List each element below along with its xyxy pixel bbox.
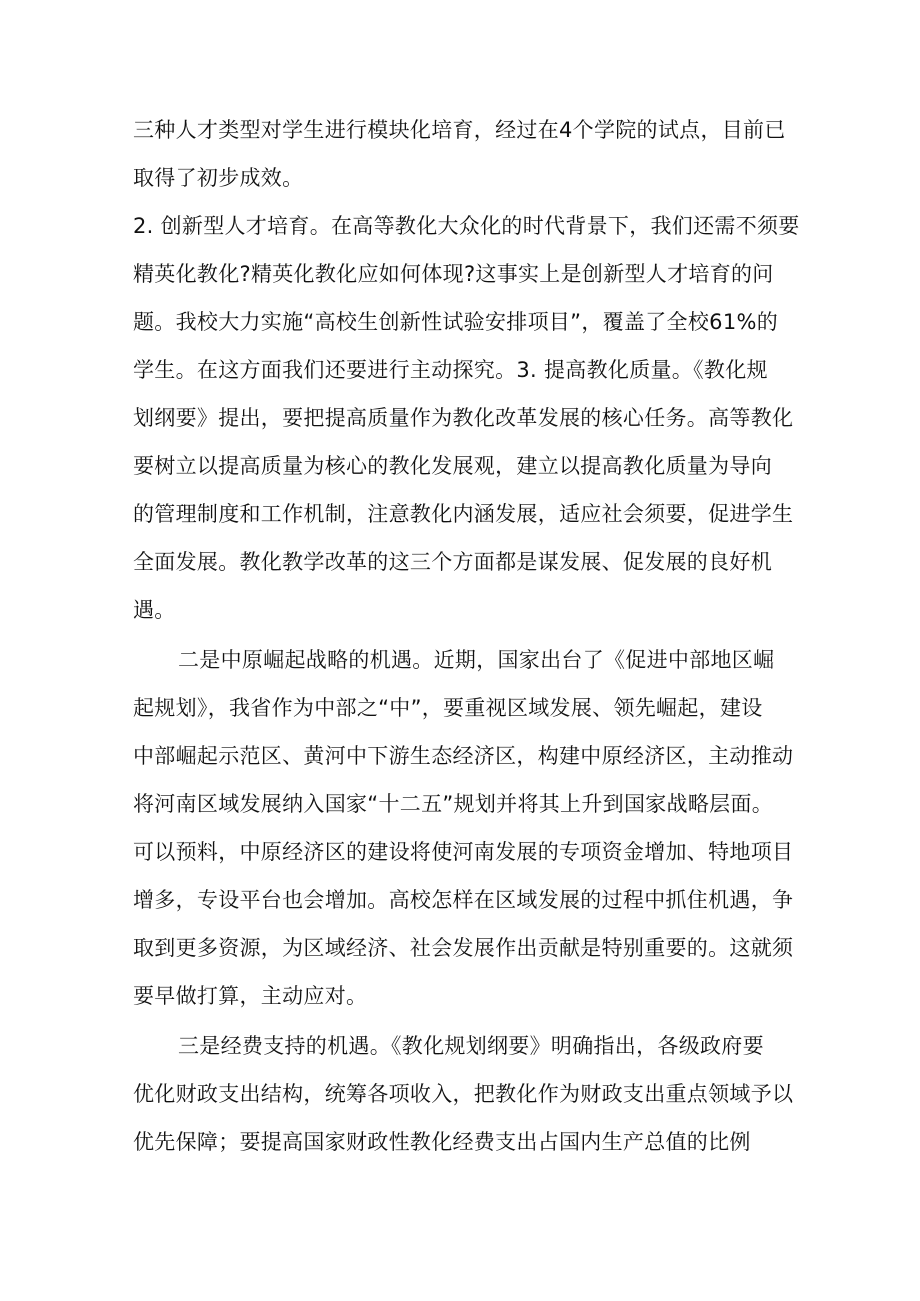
text-line: 划纲要》提出，要把提高质量作为教化改革发展的核心任务。高等教化 [133, 406, 794, 430]
text-line: 要早做打算，主动应对。 [133, 984, 368, 1008]
text-line: 学生。在这方面我们还要进行主动探究。3. 提高教化质量。《教化规 [133, 358, 768, 382]
text-line: 优化财政支出结构，统筹各项收入，把教化作为财政支出重点领域予以 [133, 1082, 794, 1106]
text-line: 取到更多资源，为区域经济、社会发展作出贡献是特别重要的。这就须 [133, 936, 794, 960]
text-line: 中部崛起示范区、黄河中下游生态经济区，构建中原经济区，主动推动 [133, 744, 794, 768]
paragraph-start: 二是中原崛起战略的机遇。近期，国家出台了《促进中部地区崛 [178, 648, 775, 672]
text-line: 全面发展。教化教学改革的这三个方面都是谋发展、促发展的良好机 [133, 550, 772, 574]
paragraph-start: 三是经费支持的机遇。《教化规划纲要》明确指出，各级政府要 [178, 1034, 764, 1058]
text-line: 要树立以提高质量为核心的教化发展观，建立以提高教化质量为导向 [133, 454, 772, 478]
text-line: 起规划》，我省作为中部之“中”，要重视区域发展、领先崛起，建设 [133, 696, 763, 720]
text-line: 题。我校大力实施“高校生创新性试验安排项目”，覆盖了全校61%的 [133, 310, 779, 334]
text-line: 可以预料，中原经济区的建设将使河南发展的专项资金增加、特地项目 [133, 840, 794, 864]
text-line: 遇。 [133, 598, 176, 622]
text-line: 2. 创新型人才培育。在高等教化大众化的时代背景下，我们还需不须要 [133, 214, 800, 238]
text-line: 精英化教化?精英化教化应如何体现?这事实上是创新型人才培育的问 [133, 262, 774, 286]
text-line: 将河南区域发展纳入国家“十二五”规划并将其上升到国家战略层面。 [133, 792, 774, 816]
text-line: 的管理制度和工作机制，注意教化内涵发展，适应社会须要，促进学生 [133, 502, 794, 526]
text-line: 增多，专设平台也会增加。高校怎样在区域发展的过程中抓住机遇，争 [133, 888, 794, 912]
text-line: 优先保障；要提高国家财政性教化经费支出占国内生产总值的比例 [133, 1130, 751, 1154]
text-line: 三种人才类型对学生进行模块化培育，经过在4个学院的试点，目前已 [133, 118, 786, 142]
text-line: 取得了初步成效。 [133, 166, 304, 190]
